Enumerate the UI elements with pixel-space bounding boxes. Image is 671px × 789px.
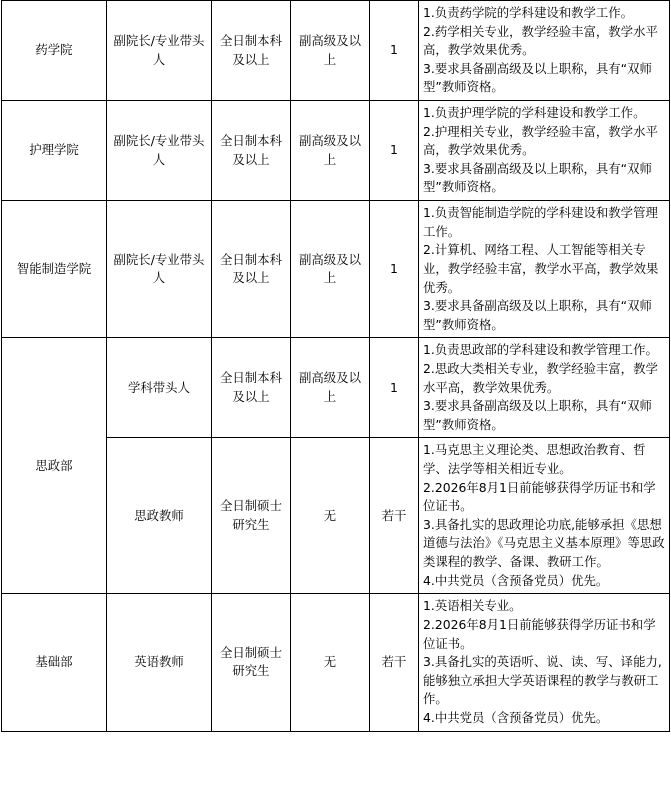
cell-position: 思政教师 [107,438,212,594]
cell-requirements [419,338,670,438]
requirement-line: 3.要求具备副高级及以上职称，具有“双师型”教师资格。 [423,160,652,195]
cell-department: 智能制造学院 [2,201,107,338]
cell-department: 思政部 [2,338,107,594]
requirement-line: 1.负责药学院的学科建设和教学工作。 [423,5,634,20]
cell-education: 全日制本科及以上 [212,201,291,338]
requirement-line: 2.药学相关专业，教学经验丰富，教学水平高，教学效果优秀。 [423,23,658,58]
cell-education: 全日制硕士研究生 [212,594,291,731]
cell-title-requirement: 副高级及以上 [291,101,370,201]
cell-title-requirement: 副高级及以上 [291,201,370,338]
cell-education: 全日制本科及以上 [212,1,291,101]
table-row [2,594,670,731]
requirement-line: 1.马克思主义理论类、思想政治教育、哲学、法学等相关相近专业。 [423,442,646,477]
cell-position: 学科带头人 [107,338,212,438]
requirement-line: 2.2026年8月1日前能够获得学历证书和学位证书。 [423,479,656,514]
cell-requirements [419,594,670,731]
cell-education: 全日制硕士研究生 [212,438,291,594]
requirement-line: 2.思政大类相关专业，教学经验丰富，教学水平高，教学效果优秀。 [423,360,658,395]
requirement-line: 2.计算机、网络工程、人工智能等相关专业，教学经验丰富，教学水平高，教学效果优秀。 [423,242,659,295]
table-row [2,1,670,101]
table-row [2,338,670,438]
cell-title-requirement: 无 [291,594,370,731]
cell-title-requirement: 无 [291,438,370,594]
cell-headcount: 1 [370,1,419,101]
requirement-line: 2.2026年8月1日前能够获得学历证书和学位证书。 [423,616,656,651]
cell-department: 药学院 [2,1,107,101]
cell-position: 副院长/专业带头人 [107,101,212,201]
requirement-line: 1.负责智能制造学院的学科建设和教学管理工作。 [423,205,658,239]
requirement-line: 1.英语相关专业。 [423,598,522,614]
requirement-line: 3.具备扎实的英语听、说、读、写、译能力,能够独立承担大学英语课程的教学与教研工作。 [423,654,662,707]
cell-requirements [419,438,670,594]
cell-requirements [419,201,670,338]
cell-requirements [419,101,670,201]
requirement-line: 3.要求具备副高级及以上职称，具有“双师型”教师资格。 [423,398,652,432]
cell-position: 副院长/专业带头人 [107,1,212,101]
cell-title-requirement: 副高级及以上 [291,1,370,101]
cell-headcount: 1 [370,201,419,338]
table-row [2,101,670,201]
requirement-line: 3.要求具备副高级及以上职称，具有“双师型”教师资格。 [423,60,652,95]
cell-position: 英语教师 [107,594,212,731]
cell-headcount: 若干 [370,594,419,731]
cell-headcount: 1 [370,338,419,438]
cell-headcount: 1 [370,101,419,201]
table-body [2,1,670,732]
cell-education: 全日制本科及以上 [212,101,291,201]
recruitment-table [1,0,670,732]
cell-education: 全日制本科及以上 [212,338,291,438]
cell-position: 副院长/专业带头人 [107,201,212,338]
cell-headcount: 若干 [370,438,419,594]
cell-department: 护理学院 [2,101,107,201]
requirement-line: 4.中共党员（含预备党员）优先。 [423,709,609,725]
cell-requirements [419,1,670,101]
requirement-line: 4.中共党员（含预备党员）优先。 [423,572,609,588]
table-row [2,201,670,338]
requirement-line: 1.负责护理学院的学科建设和教学工作。 [423,105,646,121]
cell-department: 基础部 [2,594,107,731]
cell-title-requirement: 副高级及以上 [291,338,370,438]
requirement-line: 1.负责思政部的学科建设和教学管理工作。 [423,342,658,358]
requirement-line: 2.护理相关专业，教学经验丰富，教学水平高，教学效果优秀。 [423,123,658,158]
requirement-line: 3.要求具备副高级及以上职称，具有“双师型”教师资格。 [423,298,652,332]
requirement-line: 3.具备扎实的思政理论功底,能够承担《思想道德与法治》《马克思主义基本原理》等思政类课程的教学、备课、教研工作。 [423,516,665,570]
